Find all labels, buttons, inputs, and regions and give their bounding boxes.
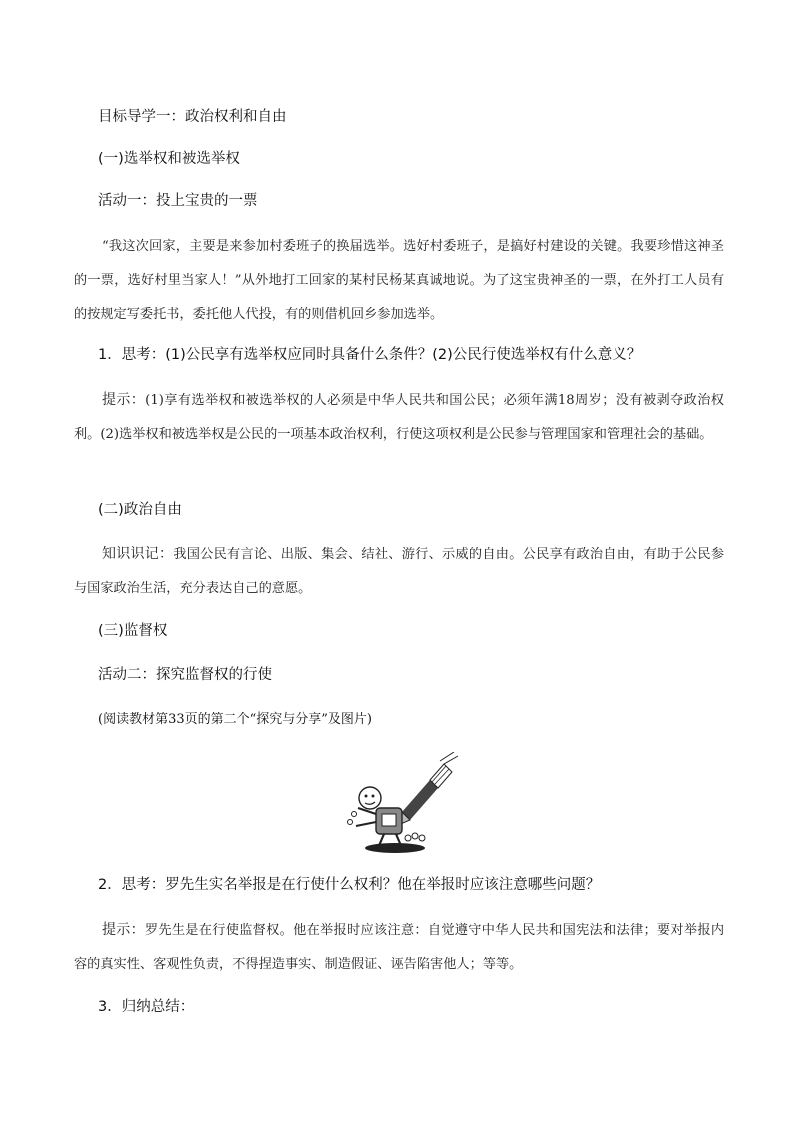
question-one: 1．思考：(1)公民享有选举权应同时具备什么条件？(2)公民行使选举权有什么意义？ bbox=[98, 347, 642, 363]
question-two: 2．思考：罗先生实名举报是在行使什么权利？他在举报时应该注意哪些问题？ bbox=[98, 877, 601, 893]
hint-two-text: 罗先生是在行使监督权。他在举报时应该注意：自觉遵守中华人民共和国宪法和法律；要对举报内容的真实性、客观性负责，不得捏造事实、制造假证、诬告陷害他人；等等。 bbox=[74, 923, 725, 972]
hint-one-label: 提示： bbox=[102, 392, 146, 408]
reading-note: (阅读教材第33页的第二个“探究与分享”及图片) bbox=[98, 712, 372, 727]
subheading-supervision-right: (三)监督权 bbox=[98, 623, 168, 639]
story-text: “我这次回家，主要是来参加村委班子的换届选举。选好村委班子，是搞好村建设的关键。我要珍惜这神圣的一票，选好村里当家人！”从外地打工回家的某村民杨某真诚地说。为了这宝贵神圣的一票，在外打工人员有的按规定写委托书，委托他人代投，有的则借机回乡参加选举。 bbox=[74, 239, 724, 322]
knowledge-paragraph bbox=[74, 537, 724, 606]
question-three: 3．归纳总结： bbox=[98, 999, 195, 1015]
hint-two-paragraph bbox=[74, 913, 724, 982]
corrupt-figure-icon bbox=[356, 787, 402, 848]
pen-cartoon-illustration bbox=[340, 752, 460, 856]
activity-one-title: 活动一：投上宝贵的一票 bbox=[98, 193, 258, 209]
section-title: 目标导学一：政治权利和自由 bbox=[98, 109, 287, 125]
hint-one-paragraph bbox=[74, 383, 724, 452]
activity-two-title: 活动二：探究监督权的行使 bbox=[98, 667, 272, 683]
hint-two-label: 提示： bbox=[102, 922, 145, 938]
shadow-shape bbox=[365, 843, 425, 853]
hint-one-text: (1)享有选举权和被选举权的人必须是中华人民共和国公民；必须年满18周岁；没有被剥夺政治权利。(2)选举权和被选举权是公民的一项基本政治权利，行使这项权利是公民参与管理国家和管理社会的基础。 bbox=[74, 393, 724, 442]
knowledge-label: 知识识记： bbox=[102, 546, 174, 562]
knowledge-text: 我国公民有言论、出版、集会、结社、游行、示威的自由。公民享有政治自由，有助于公民参与国家政治生活，充分表达自己的意愿。 bbox=[74, 547, 725, 596]
story-paragraph bbox=[74, 230, 724, 332]
subheading-political-freedom: (二)政治自由 bbox=[98, 502, 182, 518]
pen-icon bbox=[396, 752, 458, 826]
subheading-election-rights: (一)选举权和被选举权 bbox=[98, 151, 240, 167]
